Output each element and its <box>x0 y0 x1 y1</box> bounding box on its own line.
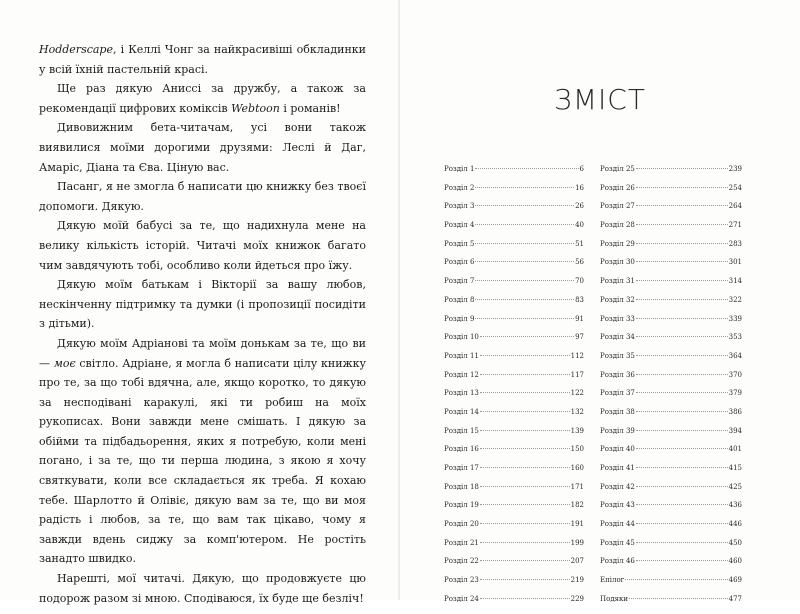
dot-leader <box>480 336 574 337</box>
dot-leader <box>475 243 574 244</box>
toc-entry-page-number: 139 <box>570 426 584 435</box>
left-page <box>0 0 400 605</box>
paragraph <box>39 79 366 118</box>
dot-leader <box>636 542 728 543</box>
toc-entry-page-number: 70 <box>575 277 584 286</box>
toc-entry-label: Розділ 23 <box>444 576 479 585</box>
toc-entry-label: Розділ 37 <box>600 389 635 398</box>
text-run: Дивовижним бета-читачам, усі вони також виявилися моїми дорогими друзями: Леслі й Даг, Амаріс, Діана та Єва. Ціную вас. <box>39 121 366 174</box>
toc-entry <box>600 184 742 203</box>
toc-entry-page-number: 364 <box>728 351 742 360</box>
toc-entry <box>444 202 584 221</box>
toc-entry-page-number: 171 <box>570 482 584 491</box>
dot-leader <box>636 224 728 225</box>
toc-entry-label: Розділ 13 <box>444 389 479 398</box>
toc-title: ЗМІСТ <box>554 83 646 116</box>
toc-entry <box>444 576 584 595</box>
toc-entry-page-number: 91 <box>575 314 584 323</box>
toc-entry <box>600 258 742 277</box>
toc-entry-label: Розділ 29 <box>600 239 635 248</box>
toc-column-2 <box>600 165 742 614</box>
toc-entry <box>600 240 742 259</box>
toc-entry-page-number: 386 <box>728 407 742 416</box>
dot-leader <box>475 168 578 169</box>
paragraph <box>39 275 366 334</box>
text-run: Нарешті, мої читачі. Дякую, що продовжуєте цю подорож разом зі мною. Сподіваюся, їх буде ще безліч! <box>39 572 366 605</box>
toc-entry-page-number: 56 <box>575 258 584 267</box>
toc-entry <box>444 501 584 520</box>
toc-entry-page-number: 469 <box>728 576 742 585</box>
toc-entry <box>600 221 742 240</box>
toc-entry-label: Розділ 36 <box>600 370 635 379</box>
dot-leader <box>636 504 728 505</box>
toc-entry-page-number: 6 <box>579 165 584 173</box>
dot-leader <box>636 430 728 431</box>
dot-leader <box>480 542 570 543</box>
toc-entry-label: Розділ 24 <box>444 594 479 603</box>
toc-entry-label: Розділ 46 <box>600 557 635 566</box>
toc-entry <box>600 464 742 483</box>
toc-entry-page-number: 182 <box>570 501 584 510</box>
dot-leader <box>636 486 728 487</box>
toc-entry-label: Розділ 21 <box>444 538 479 547</box>
toc-entry-label: Розділ 31 <box>600 277 635 286</box>
toc-entry <box>600 557 742 576</box>
toc-entry-label: Розділ 40 <box>600 445 635 454</box>
dot-leader <box>480 411 570 412</box>
toc-entry-page-number: 353 <box>728 333 742 342</box>
toc-entry-label: Подяки <box>600 594 629 603</box>
toc-entry-label: Розділ 7 <box>444 277 475 286</box>
toc-entry <box>600 539 742 558</box>
dot-leader <box>475 224 574 225</box>
toc-entry-label: Розділ 20 <box>444 520 479 529</box>
paragraph <box>39 216 366 275</box>
acknowledgements-text <box>39 40 366 608</box>
toc-entry-label: Розділ 44 <box>600 520 635 529</box>
dot-leader <box>480 598 570 599</box>
toc-entry-page-number: 219 <box>570 576 584 585</box>
toc-entry-page-number: 229 <box>570 594 584 603</box>
toc-entry-page-number: 370 <box>728 370 742 379</box>
toc-entry <box>600 445 742 464</box>
toc-entry-label: Розділ 38 <box>600 407 635 416</box>
text-run: , і Келлі Чонг за найкрасивіші обкладинки у всій їхній пастельній красі. <box>39 43 366 76</box>
dot-leader <box>625 579 727 580</box>
toc-entry <box>600 202 742 221</box>
toc-entry <box>600 296 742 315</box>
toc-entry <box>600 595 742 614</box>
toc-entry-page-number: 207 <box>570 557 584 566</box>
toc-entry-label: Розділ 6 <box>444 258 475 267</box>
dot-leader <box>636 374 728 375</box>
paragraph <box>39 40 366 79</box>
toc-entry <box>600 315 742 334</box>
dot-leader <box>480 523 570 524</box>
paragraph <box>39 177 366 216</box>
toc-entry-label: Розділ 45 <box>600 538 635 547</box>
toc-entry-label: Розділ 2 <box>444 183 475 192</box>
dot-leader <box>480 467 570 468</box>
toc-entry <box>600 427 742 446</box>
toc-entry <box>444 427 584 446</box>
toc-entry-label: Розділ 16 <box>444 445 479 454</box>
dot-leader <box>475 280 574 281</box>
dot-leader <box>480 430 570 431</box>
toc-entry-page-number: 239 <box>728 165 742 173</box>
dot-leader <box>480 560 570 561</box>
toc-entry <box>444 352 584 371</box>
text-run: Дякую моїм Адріанові та моїм донькам за те, що ви — <box>39 336 366 370</box>
toc-entry-page-number: 160 <box>570 464 584 472</box>
toc-entry <box>444 557 584 576</box>
toc-entry-label: Розділ 4 <box>444 221 475 230</box>
toc-entry-page-number: 401 <box>728 445 742 454</box>
dot-leader <box>636 280 728 281</box>
italic-text: Hodderscape <box>39 43 113 56</box>
toc-entry-page-number: 199 <box>570 538 584 547</box>
toc-entry <box>444 221 584 240</box>
dot-leader <box>475 299 574 300</box>
toc-entry <box>600 389 742 408</box>
toc-entry-label: Розділ 33 <box>600 314 635 323</box>
toc-entry-label: Розділ 19 <box>444 501 479 510</box>
dot-leader <box>480 579 570 580</box>
toc-entry-page-number: 450 <box>728 538 742 547</box>
toc-entry-label: Розділ 1 <box>444 165 475 173</box>
toc-entry <box>444 296 584 315</box>
dot-leader <box>636 392 728 393</box>
toc-entry-page-number: 150 <box>570 445 584 454</box>
toc-entry <box>600 277 742 296</box>
toc-entry-label: Розділ 14 <box>444 407 479 416</box>
toc-entry-page-number: 264 <box>728 202 742 211</box>
toc-entry-page-number: 83 <box>575 295 584 304</box>
toc-entry <box>600 576 742 595</box>
toc-entry-label: Розділ 28 <box>600 221 635 230</box>
toc-entry-page-number: 26 <box>575 202 584 211</box>
toc-entry <box>600 352 742 371</box>
toc-entry <box>444 240 584 259</box>
dot-leader <box>636 261 728 262</box>
toc-entry <box>600 408 742 427</box>
toc-entry-page-number: 322 <box>728 295 742 304</box>
toc-entry-label: Розділ 34 <box>600 333 635 342</box>
dot-leader <box>480 486 570 487</box>
text-run: світло. Адріане, я могла б написати цілу книжку про те, за що тобі вдячна, але, якщо коротко, то дякую за несподівані каракулі, які ти робиш на моїх рукописах. Вони завжди мене смішать. І дякую за обійми та підбадьорення, яких я потребую, коли мені погано, і за те, що ти перша людина, з якою я хочу святкувати, коли все складається як треба. Я кохаю тебе. Шарлотто й Олівіє, дякую вам за те, що ви моя радість і любов, за те, що вам так цікаво, чому я завжди вдень сиджу за комп'ютером. Не ростіть занадто швидко. <box>39 356 367 566</box>
dot-leader <box>480 374 570 375</box>
toc-entry-page-number: 16 <box>575 183 584 192</box>
toc-entry <box>444 464 584 483</box>
toc-entry-label: Розділ 15 <box>444 426 479 435</box>
toc-entry-page-number: 460 <box>728 557 742 566</box>
text-run: і романів! <box>279 101 341 115</box>
toc-entry-label: Розділ 8 <box>444 295 475 304</box>
toc-entry-page-number: 122 <box>570 389 584 398</box>
toc-entry <box>600 371 742 390</box>
toc-entry-label: Розділ 18 <box>444 482 479 491</box>
toc-entry-label: Розділ 11 <box>444 351 479 360</box>
toc-entry <box>444 539 584 558</box>
dot-leader <box>475 205 574 206</box>
toc-entry-page-number: 379 <box>728 389 742 398</box>
toc-entry <box>600 483 742 502</box>
dot-leader <box>636 336 728 337</box>
toc-entry-page-number: 97 <box>575 333 584 342</box>
right-page <box>400 0 800 603</box>
italic-text: моє <box>53 356 76 370</box>
toc-entry-page-number: 112 <box>570 351 584 360</box>
toc-entry-label: Розділ 30 <box>600 258 635 267</box>
italic-text: Webtoon <box>231 101 280 115</box>
toc-entry-label: Розділ 42 <box>600 482 635 491</box>
toc-entry-page-number: 283 <box>728 239 742 248</box>
toc-entry <box>444 483 584 502</box>
dot-leader <box>480 504 570 505</box>
toc-entry-page-number: 132 <box>570 407 584 416</box>
toc-entry-label: Розділ 25 <box>600 165 635 173</box>
toc-entry-label: Розділ 3 <box>444 202 475 211</box>
toc-entry-page-number: 254 <box>728 183 742 192</box>
toc-entry-page-number: 40 <box>575 221 584 230</box>
toc-entry-label: Розділ 32 <box>600 295 635 304</box>
text-run: Дякую моїй бабусі за те, що надихнула мене на велику кількість історій. Читачі моїх книжок багато чим завдячують тобі, особливо коли йдеться про їжу. <box>39 219 366 272</box>
toc-entry <box>444 315 584 334</box>
dot-leader <box>475 187 574 188</box>
toc-entry-label: Розділ 43 <box>600 501 635 510</box>
dot-leader <box>636 299 728 300</box>
toc-entry-label: Епілог <box>600 576 625 585</box>
toc-entry-page-number: 271 <box>728 221 742 230</box>
dot-leader <box>636 560 728 561</box>
dot-leader <box>475 261 574 262</box>
dot-leader <box>636 187 728 188</box>
dot-leader <box>480 355 570 356</box>
dot-leader <box>636 355 728 356</box>
toc-entry <box>444 165 584 184</box>
toc-entry-page-number: 394 <box>728 426 742 435</box>
toc-entry <box>444 184 584 203</box>
toc-entry-page-number: 415 <box>728 464 742 472</box>
toc-entry <box>444 277 584 296</box>
toc-entry-label: Розділ 27 <box>600 202 635 211</box>
toc-entry <box>444 389 584 408</box>
toc-entry-label: Розділ 5 <box>444 239 475 248</box>
toc-entry-label: Розділ 35 <box>600 351 635 360</box>
dot-leader <box>480 448 570 449</box>
paragraph <box>39 334 366 569</box>
dot-leader <box>636 467 728 468</box>
toc-entry-page-number: 477 <box>728 594 742 603</box>
toc-entry <box>444 520 584 539</box>
dot-leader <box>475 318 574 319</box>
dot-leader <box>636 318 728 319</box>
toc-entry-page-number: 339 <box>728 314 742 323</box>
toc-entry <box>600 520 742 539</box>
toc-entry-page-number: 301 <box>728 258 742 267</box>
toc-entry-label: Розділ 22 <box>444 557 479 566</box>
dot-leader <box>636 411 728 412</box>
dot-leader <box>636 168 728 169</box>
toc-entry <box>600 333 742 352</box>
toc-entry-page-number: 117 <box>570 370 584 379</box>
dot-leader <box>629 598 728 599</box>
toc-entry-label: Розділ 10 <box>444 333 479 342</box>
text-run: Дякую моїм батькам і Вікторії за вашу любов, нескінченну підтримку та думки (і пропозиції посидіти з дітьми). <box>39 278 366 331</box>
dot-leader <box>636 243 728 244</box>
toc-entry-page-number: 314 <box>728 277 742 286</box>
toc-entry <box>444 445 584 464</box>
toc-entry <box>444 595 584 614</box>
toc-entry-label: Розділ 12 <box>444 370 479 379</box>
toc-column-1 <box>444 165 584 614</box>
toc-entry <box>444 258 584 277</box>
dot-leader <box>480 392 570 393</box>
toc-entry-label: Розділ 39 <box>600 426 635 435</box>
toc-entry <box>600 165 742 184</box>
toc-entry-page-number: 191 <box>570 520 584 529</box>
paragraph <box>39 569 366 608</box>
toc-entry <box>444 408 584 427</box>
toc-entry-label: Розділ 17 <box>444 464 479 472</box>
paragraph <box>39 118 366 177</box>
text-run: Пасанг, я не змогла б написати цю книжку без твоєї допомоги. Дякую. <box>39 180 366 213</box>
toc-entry <box>444 333 584 352</box>
dot-leader <box>636 205 728 206</box>
dot-leader <box>636 448 728 449</box>
toc-entry-label: Розділ 9 <box>444 314 475 323</box>
toc-entry-page-number: 51 <box>575 239 584 248</box>
toc-entry-page-number: 446 <box>728 520 742 529</box>
toc-entry-label: Розділ 41 <box>600 464 635 472</box>
toc-entry-label: Розділ 26 <box>600 183 635 192</box>
toc-entry-page-number: 436 <box>728 501 742 510</box>
dot-leader <box>636 523 728 524</box>
toc-entry <box>600 501 742 520</box>
toc-entry <box>444 371 584 390</box>
text-run: Ще раз дякую Аниссі за дружбу, а також за рекомендації цифрових коміксів <box>39 82 366 115</box>
toc-entry-page-number: 425 <box>728 482 742 491</box>
